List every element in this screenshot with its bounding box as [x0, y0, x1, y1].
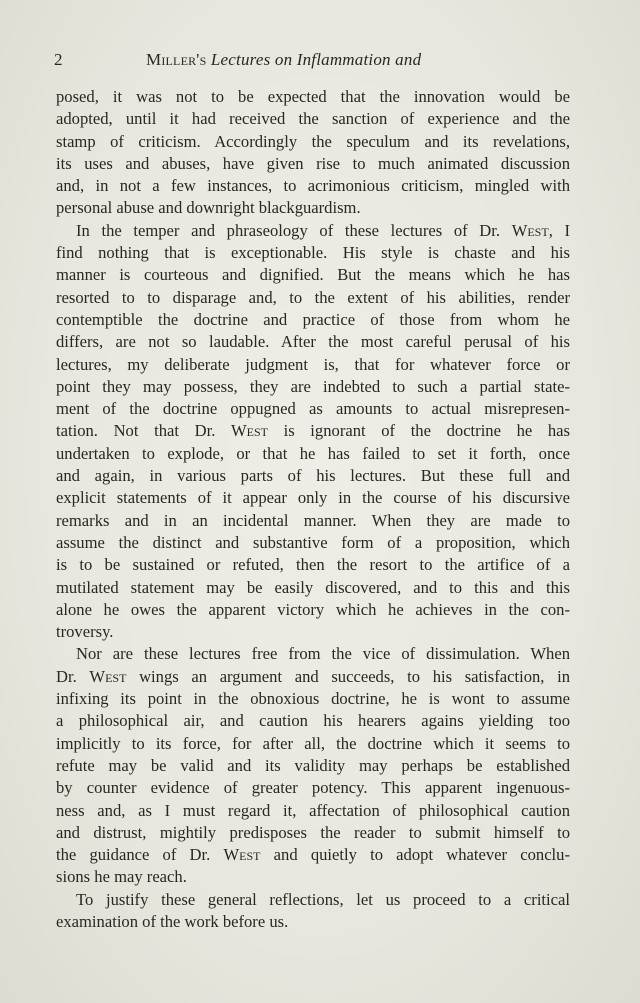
text-line: sions he may reach. [56, 867, 187, 887]
title-text: Lectures on Inflammation and [210, 50, 422, 69]
text-line: undertaken to explode, or that he has failed to set it forth, once [56, 443, 570, 463]
text-line: Nor are these lectures free from the vice of dissimulation. When [76, 644, 570, 664]
paragraph [56, 220, 570, 644]
running-title [146, 50, 421, 70]
text-line: point they may possess, they are indebted to such a partial state- [56, 376, 570, 396]
text-line: and again, in various parts of his lectures. But these full and [56, 466, 570, 486]
text-line: ness and, as I must regard it, affectation of philosophical caution [56, 800, 570, 820]
text-line: mutilated statement may be easily discovered, and to this and this [56, 577, 570, 597]
text-line: personal abuse and downright blackguardism. [56, 198, 361, 218]
text-line: is to be sustained or refuted, then the resort to the artifice of a [56, 555, 570, 575]
paragraph [56, 643, 570, 888]
paragraph [56, 889, 570, 934]
text-line: resorted to to disparage and, to the extent of his abilities, render [56, 287, 570, 307]
body-text [56, 86, 570, 933]
text-line: a philosophical air, and caution his hearers agains yielding too [56, 711, 570, 731]
text-line: and, in not a few instances, to acrimonious criticism, mingled with [56, 176, 570, 196]
text-line: its uses and abuses, have given rise to much animated discussion [56, 153, 570, 173]
text-line: differs, are not so laudable. After the most careful perusal of his [56, 332, 570, 352]
text-line: assume the distinct and substantive form of a proposition, which [56, 532, 570, 552]
text-line: ment of the doctrine oppugned as amounts to actual misrepresen- [56, 399, 570, 419]
text-line: by counter evidence of greater potency. This apparent ingenuous- [56, 778, 570, 798]
text-line: examination of the work before us. [56, 911, 289, 931]
text-line: remarks and in an incidental manner. When they are made to [56, 510, 570, 530]
text-line: stamp of criticism. Accordingly the speculum and its revelations, [56, 131, 570, 151]
text-line: manner is courteous and dignified. But the means which he has [56, 265, 570, 285]
text-line: In the temper and phraseology of these lectures of Dr. West, I [76, 220, 570, 240]
author-name: Miller's [146, 50, 207, 69]
page-number: 2 [54, 50, 63, 69]
text-line: refute may be valid and its validity may perhaps be established [56, 755, 570, 775]
text-line: posed, it was not to be expected that the innovation would be [56, 87, 570, 106]
text-line: adopted, until it had received the sanction of experience and the [56, 109, 570, 129]
text-line: tation. Not that Dr. West is ignorant of the doctrine he has [56, 421, 571, 441]
running-header [54, 50, 570, 74]
text-line: explicit statements of it appear only in the course of his discursive [56, 488, 570, 508]
paragraph [56, 86, 570, 220]
text-line: contemptible the doctrine and practice of those from whom he [56, 309, 570, 329]
text-line: and distrust, mightily predisposes the reader to submit himself to [56, 822, 570, 842]
text-line: the guidance of Dr. West and quietly to adopt whatever conclu- [56, 845, 570, 865]
text-line: find nothing that is exceptionable. His style is chaste and his [56, 243, 570, 263]
text-line: alone he owes the apparent victory which he achieves in the con- [56, 599, 570, 619]
text-line: implicitly to its force, for after all, the doctrine which it seems to [56, 733, 570, 753]
text-line: lectures, my deliberate judgment is, that for whatever force or [56, 354, 570, 374]
text-line: infixing its point in the obnoxious doctrine, he is wont to assume [56, 689, 570, 709]
text-line: To justify these general reflections, let us proceed to a critical [76, 889, 570, 909]
text-line: Dr. West wings an argument and succeeds, to his satisfaction, in [56, 666, 571, 686]
text-line: troversy. [56, 622, 114, 642]
